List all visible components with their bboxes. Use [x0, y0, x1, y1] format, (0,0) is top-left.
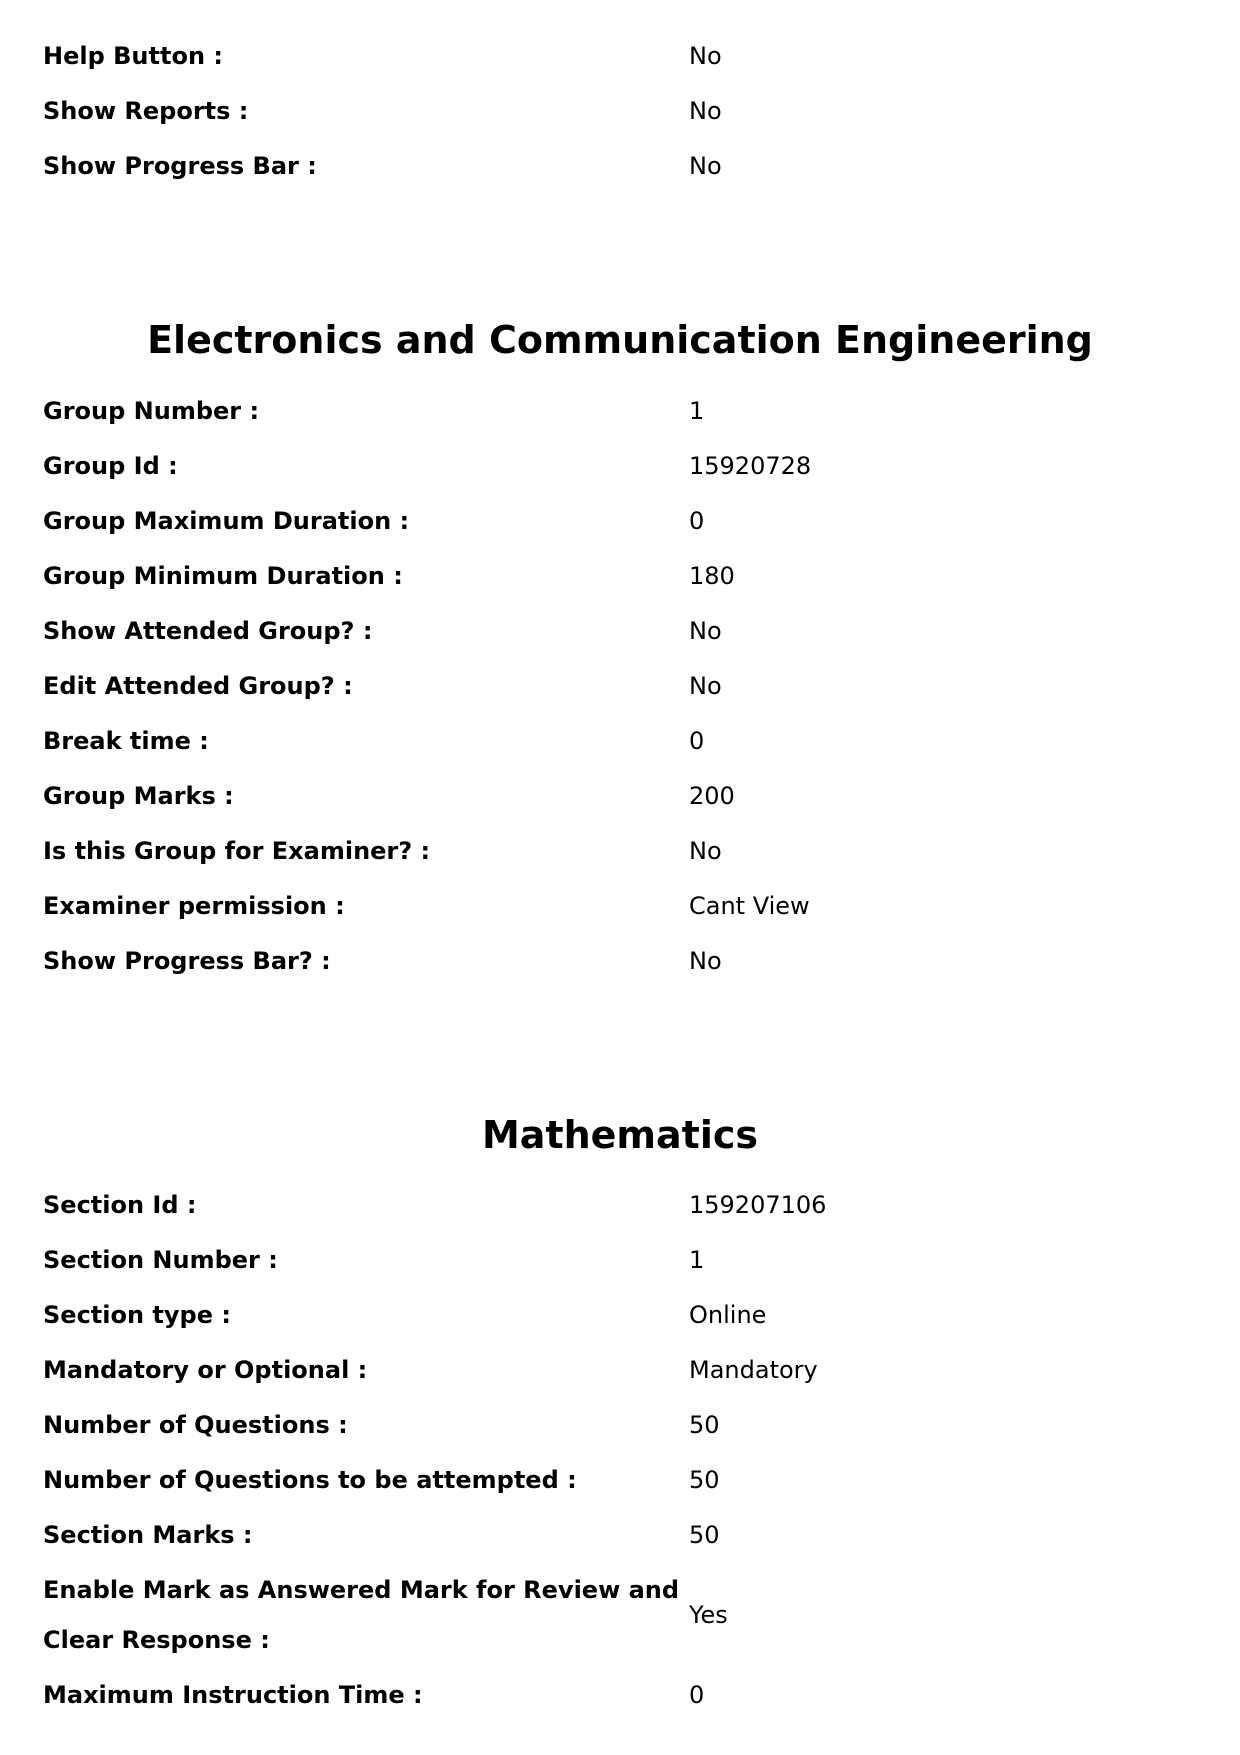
row-examiner-permission — [43, 881, 1193, 931]
field-value: 50 — [689, 1466, 720, 1494]
field-value: Yes — [689, 1601, 728, 1629]
field-label: Number of Questions to be attempted : — [43, 1466, 577, 1494]
field-value: 50 — [689, 1411, 720, 1439]
field-value: 0 — [689, 507, 705, 535]
row-questions-to-attempt — [43, 1455, 1193, 1505]
field-label: Group Marks : — [43, 782, 234, 810]
field-label: Group Id : — [43, 452, 178, 480]
row-group-number — [43, 386, 1193, 436]
row-show-attended-group — [43, 606, 1193, 656]
row-group-show-progress-bar — [43, 936, 1193, 986]
row-group-id — [43, 441, 1193, 491]
field-value: 159207106 — [689, 1191, 827, 1219]
field-label: Group Maximum Duration : — [43, 507, 410, 535]
row-section-id — [43, 1180, 1193, 1230]
row-group-for-examiner — [43, 826, 1193, 876]
row-group-marks — [43, 771, 1193, 821]
field-label: Show Reports : — [43, 97, 249, 125]
field-value: 200 — [689, 782, 735, 810]
section-title: Mathematics — [481, 1113, 759, 1157]
row-section-marks — [43, 1510, 1193, 1560]
field-value: No — [689, 617, 722, 645]
row-edit-attended-group — [43, 661, 1193, 711]
field-value: Mandatory — [689, 1356, 818, 1384]
field-value: No — [689, 837, 722, 865]
field-label: Help Button : — [43, 42, 223, 70]
row-group-min-duration — [43, 551, 1193, 601]
field-value: 1 — [689, 1246, 705, 1274]
field-label: Is this Group for Examiner? : — [43, 837, 431, 865]
field-label: Enable Mark as Answered Mark for Review and Clear Response : — [43, 1576, 680, 1654]
field-value: No — [689, 97, 722, 125]
field-label: Number of Questions : — [43, 1411, 348, 1439]
field-value: 15920728 — [689, 452, 812, 480]
field-value: 0 — [689, 1681, 705, 1709]
field-value: 50 — [689, 1521, 720, 1549]
row-show-reports — [43, 86, 1193, 136]
field-value: No — [689, 672, 722, 700]
row-section-type — [43, 1290, 1193, 1340]
field-value: Online — [689, 1301, 767, 1329]
row-max-instruction-time — [43, 1670, 1193, 1720]
field-value: 180 — [689, 562, 735, 590]
field-value: No — [689, 947, 722, 975]
row-section-number — [43, 1235, 1193, 1285]
row-help-button — [43, 31, 1193, 81]
field-label: Edit Attended Group? : — [43, 672, 353, 700]
field-label: Show Progress Bar : — [43, 152, 317, 180]
field-label: Section Id : — [43, 1191, 197, 1219]
field-value: No — [689, 152, 722, 180]
row-group-max-duration — [43, 496, 1193, 546]
field-label: Break time : — [43, 727, 209, 755]
field-value: 0 — [689, 727, 705, 755]
field-value: 1 — [689, 397, 705, 425]
field-value: Cant View — [689, 892, 810, 920]
field-label: Section Marks : — [43, 1521, 253, 1549]
row-mandatory-optional — [43, 1345, 1193, 1395]
field-label: Group Number : — [43, 397, 260, 425]
group-title: Electronics and Communication Engineering — [147, 318, 1093, 362]
field-value: No — [689, 42, 722, 70]
row-number-of-questions — [43, 1400, 1193, 1450]
field-label: Group Minimum Duration : — [43, 562, 403, 590]
field-label: Section Number : — [43, 1246, 278, 1274]
field-label: Examiner permission : — [43, 892, 345, 920]
row-break-time — [43, 716, 1193, 766]
field-label: Show Progress Bar? : — [43, 947, 331, 975]
field-label: Show Attended Group? : — [43, 617, 373, 645]
field-label: Mandatory or Optional : — [43, 1356, 368, 1384]
row-show-progress-bar — [43, 141, 1193, 191]
field-label: Section type : — [43, 1301, 231, 1329]
row-enable-mark-answered — [43, 1565, 1193, 1665]
field-label: Maximum Instruction Time : — [43, 1681, 423, 1709]
